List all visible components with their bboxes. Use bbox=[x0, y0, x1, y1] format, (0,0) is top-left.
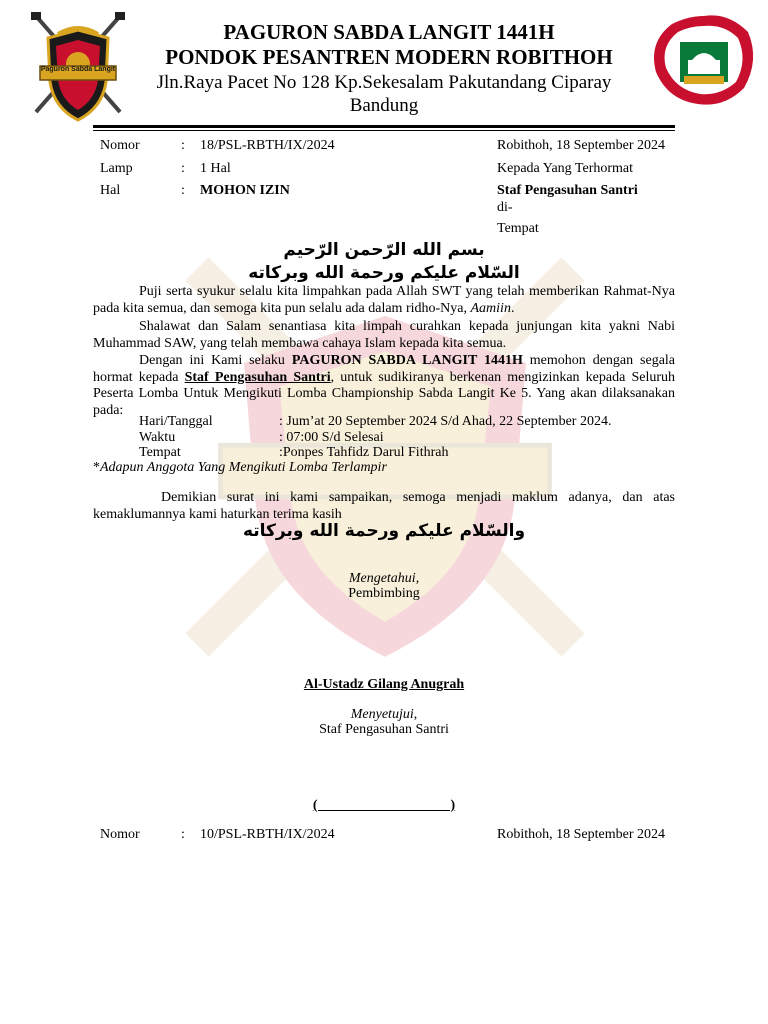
mengetahui-label: Mengetahui, bbox=[348, 571, 420, 586]
hal-colon: : bbox=[181, 183, 185, 198]
lamp-label: Lamp bbox=[100, 161, 133, 176]
day-label: Hari/Tanggal bbox=[139, 414, 213, 429]
staf-signature-blank: ( ) bbox=[312, 798, 456, 813]
paragraph-3: Dengan ini Kami selaku PAGURON SABDA LANGIT 1441H memohon dengan segala hormat kepada Staf Pengasuhan Santri, untuk sudikiranya berkenan mengizinkan kepada Seluruh Peserta Lomba Untuk Mengikuti Lomba Championship Sabda Langit Ke 5. Yang akan dilaksanakan pada: bbox=[93, 353, 676, 418]
address-text: Jln.Raya Pacet No 128 Kp.Sekesalam Pakutandang Ciparay Bandung bbox=[156, 72, 612, 116]
lamp-value: 1 Hal bbox=[200, 161, 231, 176]
staf-role: Staf Pengasuhan Santri bbox=[319, 722, 449, 737]
org-name-heading: PAGURON SABDA LANGIT 1441H bbox=[223, 20, 555, 44]
pesantren-robithoh-logo-icon bbox=[648, 12, 760, 108]
nomor-value: 18/PSL-RBTH/IX/2024 bbox=[200, 138, 335, 153]
letter-date: Robithoh, 18 September 2024 bbox=[497, 138, 665, 153]
left-logo-banner-text: Paguron Sabda Langit bbox=[40, 66, 116, 73]
attachment-note: *Adapun Anggota Yang Mengikuti Lomba Terlampir bbox=[93, 460, 387, 475]
footer-nomor-colon: : bbox=[181, 827, 185, 842]
paragraph-2: Shalawat dan Salam senantiasa kita limpah curahkan kepada junjungan kita yakni Nabi Muhammad SAW, yang telah membawa cahaya Islam kepada kita semua. bbox=[93, 319, 675, 351]
time-value: : 07:00 S/d Selesai bbox=[279, 430, 384, 445]
di-text: di- bbox=[497, 200, 513, 215]
closing-salam: والسّلام عليكم ورحمة الله وبركاته bbox=[242, 521, 526, 541]
recipient-name: Staf Pengasuhan Santri bbox=[497, 183, 638, 198]
hal-label: Hal bbox=[100, 183, 121, 198]
footer-nomor-label: Nomor bbox=[100, 827, 140, 842]
footer-nomor-value: 10/PSL-RBTH/IX/2024 bbox=[200, 827, 335, 842]
nomor-colon: : bbox=[181, 138, 185, 153]
menyetujui-label: Menyetujui, bbox=[350, 707, 418, 722]
school-name-heading: PONDOK PESANTREN MODERN ROBITHOH bbox=[165, 45, 613, 69]
basmala: بسم الله الرّحمن الرّحيم bbox=[283, 240, 485, 260]
tempat-text: Tempat bbox=[497, 221, 539, 236]
footer-date: Robithoh, 18 September 2024 bbox=[497, 827, 665, 842]
place-value: :Ponpes Tahfidz Darul Fithrah bbox=[279, 445, 449, 460]
to-line: Kepada Yang Terhormat bbox=[497, 161, 634, 176]
pembimbing-role: Pembimbing bbox=[348, 586, 420, 601]
pembimbing-name: Al-Ustadz Gilang Anugrah bbox=[303, 677, 465, 692]
day-value: : Jum’at 20 September 2024 S/d Ahad, 22 September 2024. bbox=[279, 414, 612, 429]
opening-salam: السّلام عليكم ورحمة الله وبركاته bbox=[248, 263, 520, 283]
lamp-colon: : bbox=[181, 161, 185, 176]
place-label: Tempat bbox=[139, 445, 181, 460]
nomor-label: Nomor bbox=[100, 138, 140, 153]
hal-value: MOHON IZIN bbox=[200, 183, 290, 198]
header-divider-thin bbox=[93, 130, 675, 131]
paragraph-1: Puji serta syukur selalu kita limpahkan pada Allah SWT yang telah memberikan Rahmat-Nya pada kita semua, dan semoga kita pun selalu ada dalam ridho-Nya, Aamiin. bbox=[93, 284, 675, 316]
closing-paragraph: Demikian surat ini kami sampaikan, semoga menjadi maklum adanya, dan atas kemaklumannya kami haturkan terima kasih bbox=[93, 490, 675, 522]
time-label: Waktu bbox=[139, 430, 176, 445]
header-divider bbox=[93, 125, 675, 128]
